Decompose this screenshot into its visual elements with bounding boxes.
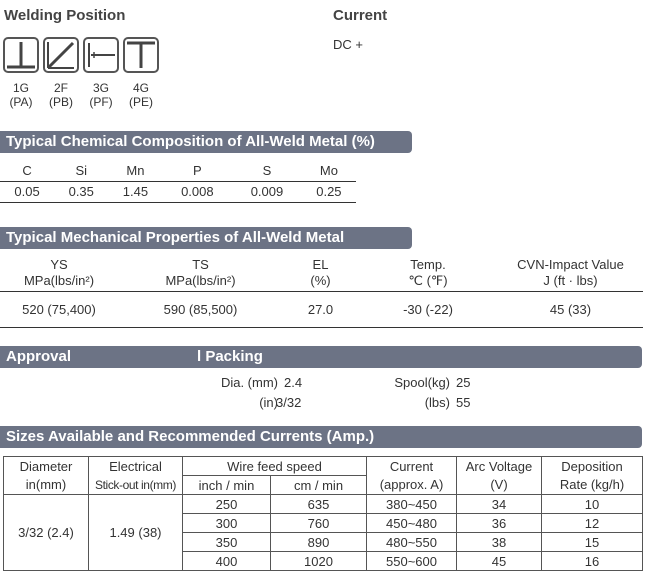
dep-value: 12 xyxy=(542,514,643,533)
dia-in-value: 3/32 xyxy=(276,395,302,410)
approval-title: Approval xyxy=(6,348,72,365)
wfs-inch-header: inch / min xyxy=(183,476,271,495)
chemical-section-bar: Typical Chemical Composition of All-Weld Metal (%) xyxy=(0,131,412,153)
current-value: 450~480 xyxy=(367,514,457,533)
spool-kg-label: Spool(kg) xyxy=(394,375,450,390)
diameter-value: 3/32 (2.4) xyxy=(4,495,89,571)
current-value: DC + xyxy=(333,37,363,52)
current-title: Current xyxy=(333,7,388,24)
electrical-header: Electrical Stick-out in(mm) xyxy=(89,457,183,495)
arc-value: 38 xyxy=(457,533,542,552)
position-label: 2F (PB) xyxy=(49,81,73,109)
current-header: Current (approx. A) xyxy=(367,457,457,495)
inch-value: 400 xyxy=(183,552,271,571)
current-value: 550~600 xyxy=(367,552,457,571)
flat-position-icon xyxy=(3,37,39,73)
mech-value: 45 (33) xyxy=(549,301,592,317)
cm-value: 760 xyxy=(271,514,367,533)
vertical-position-icon xyxy=(83,37,119,73)
mech-header: YS MPa(lbs/in²) xyxy=(23,256,95,288)
welding-position-title: Welding Position xyxy=(4,7,126,24)
chem-header: Mo xyxy=(302,160,356,181)
arc-value: 36 xyxy=(457,514,542,533)
dep-value: 15 xyxy=(542,533,643,552)
dia-in-label: (in) xyxy=(259,395,278,410)
spool-lbs-value: 55 xyxy=(456,395,471,410)
inch-value: 300 xyxy=(183,514,271,533)
mech-value: 27.0 xyxy=(307,301,334,317)
inch-value: 350 xyxy=(183,533,271,552)
chem-value: 0.05 xyxy=(0,181,54,202)
table-row xyxy=(4,495,643,514)
dia-mm-value: 2.4 xyxy=(284,375,303,390)
chemical-table xyxy=(0,160,356,203)
mech-header: CVN-Impact Value J (ft · lbs) xyxy=(517,256,624,288)
mech-value: -30 (-22) xyxy=(403,301,453,317)
mech-value: 590 (85,500) xyxy=(163,301,238,317)
wfs-header: Wire feed speed xyxy=(183,457,367,476)
chem-value: 0.008 xyxy=(163,181,233,202)
chem-header: Mn xyxy=(108,160,162,181)
diameter-header: Diameter in(mm) xyxy=(4,457,89,495)
horizontal-fillet-icon xyxy=(43,37,79,73)
spool-lbs-label: (lbs) xyxy=(424,395,450,410)
sizes-table xyxy=(3,456,643,571)
inch-value: 250 xyxy=(183,495,271,514)
mechanical-section-bar: Typical Mechanical Properties of All-Weld Metal xyxy=(0,227,412,249)
chem-header: S xyxy=(232,160,302,181)
chem-value: 0.009 xyxy=(232,181,302,202)
sizes-section-bar: Sizes Available and Recommended Currents (Amp.) xyxy=(0,426,642,448)
approval-packing-bar xyxy=(0,346,642,368)
position-label: 1G (PA) xyxy=(9,81,33,109)
current-value: 480~550 xyxy=(367,533,457,552)
chem-value: 0.35 xyxy=(54,181,108,202)
chem-header: Si xyxy=(54,160,108,181)
chem-value: 1.45 xyxy=(108,181,162,202)
deposition-header: Deposition Rate (kg/h) xyxy=(542,457,643,495)
chem-header: P xyxy=(163,160,233,181)
mech-value: 520 (75,400) xyxy=(22,301,96,317)
cm-value: 1020 xyxy=(271,552,367,571)
cm-value: 890 xyxy=(271,533,367,552)
dep-value: 10 xyxy=(542,495,643,514)
packing-title: l Packing xyxy=(197,348,263,365)
arc-value: 45 xyxy=(457,552,542,571)
wfs-cm-header: cm / min xyxy=(271,476,367,495)
stickout-value: 1.49 (38) xyxy=(89,495,183,571)
mech-header: TS MPa(lbs/in²) xyxy=(165,256,236,288)
position-label: 3G (PF) xyxy=(89,81,113,109)
cm-value: 635 xyxy=(271,495,367,514)
chem-value: 0.25 xyxy=(302,181,356,202)
overhead-position-icon xyxy=(123,37,159,73)
dia-mm-label: Dia. (mm) xyxy=(220,375,278,390)
spool-kg-value: 25 xyxy=(456,375,471,390)
mech-header: EL (%) xyxy=(310,256,331,288)
current-value: 380~450 xyxy=(367,495,457,514)
mechanical-table xyxy=(0,255,643,328)
position-label: 4G (PE) xyxy=(129,81,153,109)
chem-header: C xyxy=(0,160,54,181)
arc-voltage-header: Arc Voltage (V) xyxy=(457,457,542,495)
arc-value: 34 xyxy=(457,495,542,514)
mech-header: Temp. ℃ (℉) xyxy=(408,256,448,288)
dep-value: 16 xyxy=(542,552,643,571)
